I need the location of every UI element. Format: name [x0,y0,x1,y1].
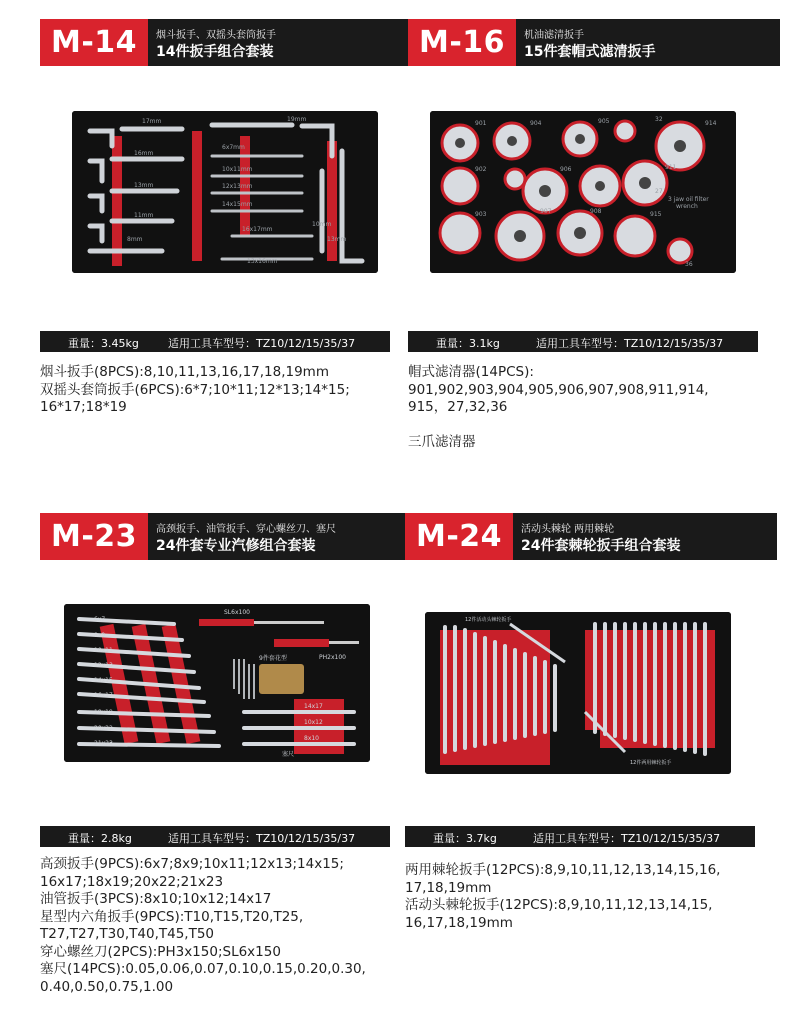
weight-label: 重量：3.7kg [433,832,497,845]
desc-line: 901,902,903,904,905,906,907,908,911,914, [408,381,709,398]
svg-text:21x23: 21x23 [94,740,113,747]
desc-line: 16,17,18,19mm [405,914,513,931]
model-label: 适用工具车型号：TZ10/12/15/35/37 [168,337,356,350]
desc-line: 星型内六角扳手(9PCS):T10,T15,T20,T25, [40,908,304,925]
desc-line: 17,18,19mm [405,879,492,896]
svg-text:18x19: 18x19 [94,709,113,716]
panel-m16 [408,19,780,450]
panel-header [405,513,777,560]
svg-text:wrench: wrench [676,203,698,210]
svg-text:16x17mm: 16x17mm [242,226,273,233]
spec-bar [408,331,758,352]
svg-text:16mm: 16mm [134,150,154,157]
svg-text:12件两用棘轮扳手: 12件两用棘轮扳手 [630,760,672,766]
product-subtitle: 烟斗扳手、双摇头套筒扳手 [156,30,276,41]
svg-text:8x9: 8x9 [94,632,106,639]
desc-line: 油管扳手(3PCS):8x10;10x12;14x17 [40,891,272,907]
product-code: M-14 [40,19,148,66]
svg-text:6x7: 6x7 [94,616,106,623]
repair-set-illustration [64,604,370,762]
spec-bar [40,331,390,352]
desc-line: 双摇头套筒扳手(6PCS):6*7;10*11;12*13;14*15; [40,381,350,398]
svg-text:10x11mm: 10x11mm [222,166,253,173]
svg-text:8mm: 8mm [127,236,143,243]
svg-text:32: 32 [655,116,663,123]
product-subtitle: 活动头棘轮 两用棘轮 [521,524,615,535]
product-title: 24件套棘轮扳手组合套装 [521,538,681,554]
product-subtitle: 机油滤清扳手 [524,30,584,41]
title-box [148,19,412,66]
product-code: M-16 [408,19,516,66]
title-box [513,513,777,560]
svg-text:PH2x100: PH2x100 [319,654,346,661]
weight-label: 重量：2.8kg [68,832,132,845]
svg-text:10x12: 10x12 [304,719,323,726]
svg-text:SL6x100: SL6x100 [224,609,250,616]
weight-label: 重量：3.1kg [436,337,500,350]
svg-text:19mm: 19mm [287,116,307,123]
product-code: M-23 [40,513,148,560]
svg-text:911: 911 [665,164,677,171]
panel-header [408,19,780,66]
desc-line: 塞尺(14PCS):0.05,0.06,0.07,0.10,0.15,0.20,0.30, [40,961,366,977]
svg-text:20x22: 20x22 [94,725,113,732]
svg-text:27: 27 [655,188,663,195]
model-label: 适用工具车型号：TZ10/12/15/35/37 [533,832,721,845]
product-photo [430,111,736,273]
desc-line: 穿心螺丝刀(2PCS):PH3x150;SL6x150 [40,943,281,960]
svg-text:907: 907 [540,208,552,215]
svg-text:12x13mm: 12x13mm [222,183,253,190]
model-label: 适用工具车型号：TZ10/12/15/35/37 [168,832,356,845]
svg-text:11mm: 11mm [134,212,154,219]
desc-line: T27,T27,T30,T40,T45,T50 [40,926,215,942]
svg-text:14x17: 14x17 [304,703,323,710]
title-box [516,19,780,66]
svg-text:14x15mm: 14x15mm [222,201,253,208]
desc-line: 三爪滤清器 [408,433,476,450]
panel-m23 [40,513,412,995]
desc-line: 16x17;18x19;20x22;21x23 [40,873,224,890]
product-title: 24件套专业汽修组合套装 [156,538,316,554]
product-subtitle: 高颈扳手、油管扳手、穿心螺丝刀、塞尺 [156,524,336,535]
panel-m24 [405,513,777,931]
product-description [40,364,412,417]
svg-text:8x10: 8x10 [304,735,320,742]
weight-label: 重量：3.45kg [68,337,139,350]
panel-m14 [40,19,412,415]
filter-wrench-illustration [430,111,736,273]
desc-line: 活动头棘轮扳手(12PCS):8,9,10,11,12,13,14,15, [405,897,713,913]
wrench-set-illustration [72,111,378,273]
svg-text:14x15: 14x15 [94,677,113,684]
desc-line: 两用棘轮扳手(12PCS):8,9,10,11,12,13,14,15,16, [405,862,721,878]
svg-text:16x17: 16x17 [94,692,113,699]
desc-line: 0.40,0.50,0.75,1.00 [40,978,174,995]
svg-text:12x13: 12x13 [94,662,113,669]
svg-text:10x11: 10x11 [94,647,113,654]
panel-header [40,513,412,560]
svg-text:13mm: 13mm [134,182,154,189]
product-code: M-24 [405,513,513,560]
spec-bar [405,826,755,847]
svg-text:903: 903 [475,211,487,218]
svg-text:36: 36 [685,261,693,268]
desc-line: 高颈扳手(9PCS):6x7;8x9;10x11;12x13;14x15; [40,856,344,872]
product-description [408,364,780,451]
svg-text:17mm: 17mm [142,118,162,125]
svg-text:905: 905 [598,118,610,125]
svg-text:10mm: 10mm [312,221,332,228]
title-box [148,513,412,560]
model-label: 适用工具车型号：TZ10/12/15/35/37 [536,337,724,350]
product-description [40,856,412,996]
svg-text:13mm: 13mm [327,236,347,243]
svg-text:6x7mm: 6x7mm [222,144,245,151]
svg-text:13x16mm: 13x16mm [247,258,278,265]
svg-text:901: 901 [475,120,487,127]
product-description [405,862,777,932]
svg-text:904: 904 [530,120,542,127]
spec-bar [40,826,390,847]
desc-line: 帽式滤清器(14PCS): [408,364,534,380]
svg-text:12件活动头棘轮扳手: 12件活动头棘轮扳手 [465,617,512,623]
svg-text:902: 902 [475,166,487,173]
product-photo [425,612,731,774]
product-photo [72,111,378,273]
desc-line: 烟斗扳手(8PCS):8,10,11,13,16,17,18,19mm [40,364,329,380]
ratchet-set-illustration [425,612,731,774]
svg-text:906: 906 [560,166,572,173]
product-photo [64,604,370,762]
product-title: 15件套帽式滤清扳手 [524,44,656,60]
svg-text:914: 914 [705,120,717,127]
product-title: 14件扳手组合套装 [156,44,274,60]
panel-header [40,19,412,66]
desc-spacer [408,417,780,434]
desc-line: 915，27,32,36 [408,399,508,415]
svg-text:915: 915 [650,211,662,218]
svg-text:908: 908 [590,208,602,215]
svg-text:塞尺: 塞尺 [282,751,295,758]
desc-line: 16*17;18*19 [40,399,127,415]
svg-text:3 jaw oil filter: 3 jaw oil filter [668,196,709,203]
svg-text:9件套花型: 9件套花型 [259,655,287,662]
